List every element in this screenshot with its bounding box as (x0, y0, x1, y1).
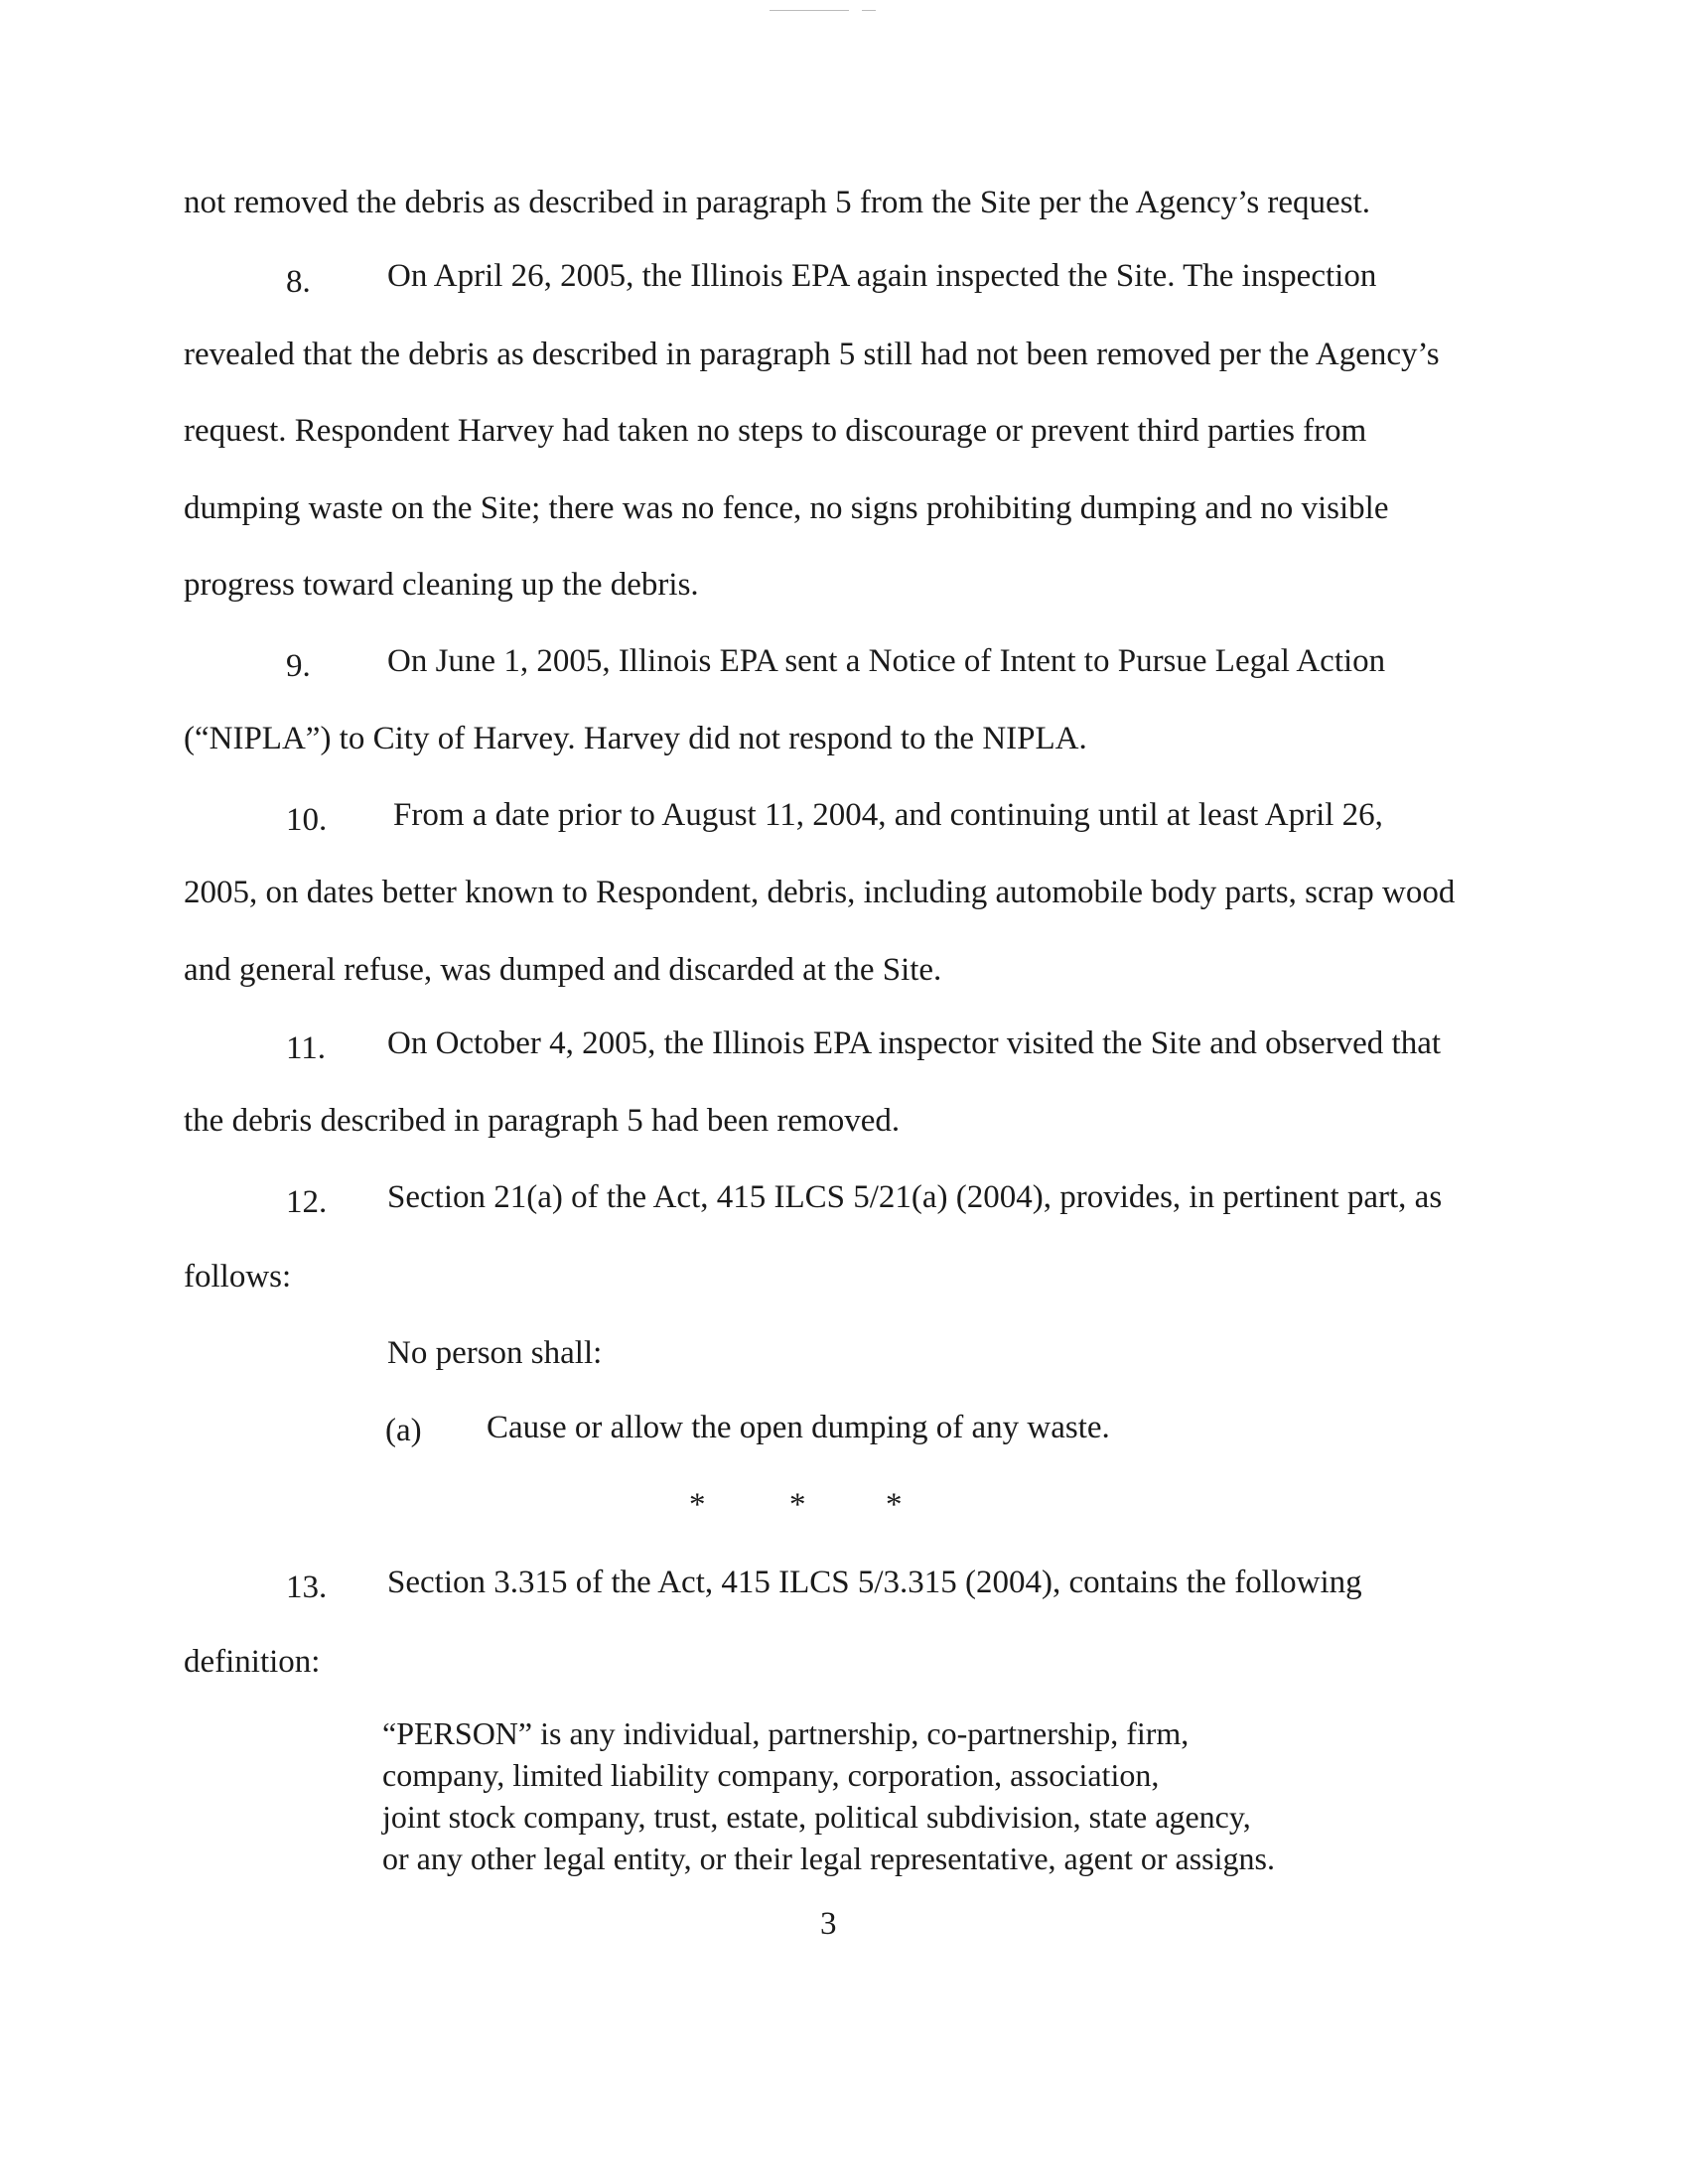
paragraph-11-number: 11. (286, 1030, 327, 1066)
asterisk-1: * (689, 1487, 706, 1523)
paragraph-10-number: 10. (286, 802, 328, 838)
definition-line-1: “PERSON” is any individual, partnership, co-partnership, firm, (382, 1715, 1190, 1751)
quote-intro: No person shall: (387, 1335, 603, 1371)
paragraph-12-line-2: follows: (184, 1259, 292, 1295)
paragraph-8-line-2: revealed that the debris as described in paragraph 5 still had not been removed per the Agency’s (184, 337, 1440, 372)
paragraph-10-line-1: From a date prior to August 11, 2004, and continuing until at least April 26, (393, 797, 1383, 833)
paragraph-10-line-2: 2005, on dates better known to Respondent, debris, including automobile body parts, scrap wood (184, 875, 1456, 910)
paragraph-11-line-2: the debris described in paragraph 5 had been removed. (184, 1103, 901, 1139)
paragraph-7-end: not removed the debris as described in paragraph 5 from the Site per the Agency’s request. (184, 185, 1370, 220)
asterisk-3: * (886, 1487, 903, 1523)
paragraph-8-line-5: progress toward cleaning up the debris. (184, 567, 699, 603)
definition-line-2: company, limited liability company, corporation, association, (382, 1757, 1160, 1793)
paragraph-13-number: 13. (286, 1570, 328, 1605)
paragraph-12-number: 12. (286, 1184, 328, 1220)
paragraph-13-line-1: Section 3.315 of the Act, 415 ILCS 5/3.315 (2004), contains the following (387, 1565, 1362, 1600)
quote-item-text: Cause or allow the open dumping of any waste. (487, 1410, 1110, 1445)
page-number: 3 (820, 1906, 837, 1942)
definition-line-3: joint stock company, trust, estate, political subdivision, state agency, (382, 1799, 1251, 1835)
paragraph-8-line-1: On April 26, 2005, the Illinois EPA again inspected the Site. The inspection (387, 258, 1377, 294)
paragraph-9-line-1: On June 1, 2005, Illinois EPA sent a Notice of Intent to Pursue Legal Action (387, 643, 1386, 679)
paragraph-8-line-4: dumping waste on the Site; there was no fence, no signs prohibiting dumping and no visible (184, 490, 1389, 526)
paragraph-8-number: 8. (286, 264, 311, 300)
definition-line-4: or any other legal entity, or their legal representative, agent or assigns. (382, 1841, 1275, 1876)
paragraph-9-number: 9. (286, 648, 311, 684)
asterisk-2: * (789, 1487, 806, 1523)
paragraph-13-line-2: definition: (184, 1644, 321, 1680)
paragraph-10-line-3: and general refuse, was dumped and discarded at the Site. (184, 952, 942, 988)
paragraph-9-line-2: (“NIPLA”) to City of Harvey. Harvey did not respond to the NIPLA. (184, 721, 1087, 756)
scan-artifact-top (770, 10, 849, 11)
paragraph-8-line-3: request. Respondent Harvey had taken no steps to discourage or prevent third parties from (184, 413, 1367, 449)
paragraph-12-line-1: Section 21(a) of the Act, 415 ILCS 5/21(a) (2004), provides, in pertinent part, as (387, 1179, 1443, 1215)
scan-artifact-top-small (862, 10, 876, 11)
quote-item-label: (a) (385, 1413, 422, 1448)
paragraph-11-line-1: On October 4, 2005, the Illinois EPA inspector visited the Site and observed that (387, 1025, 1442, 1061)
